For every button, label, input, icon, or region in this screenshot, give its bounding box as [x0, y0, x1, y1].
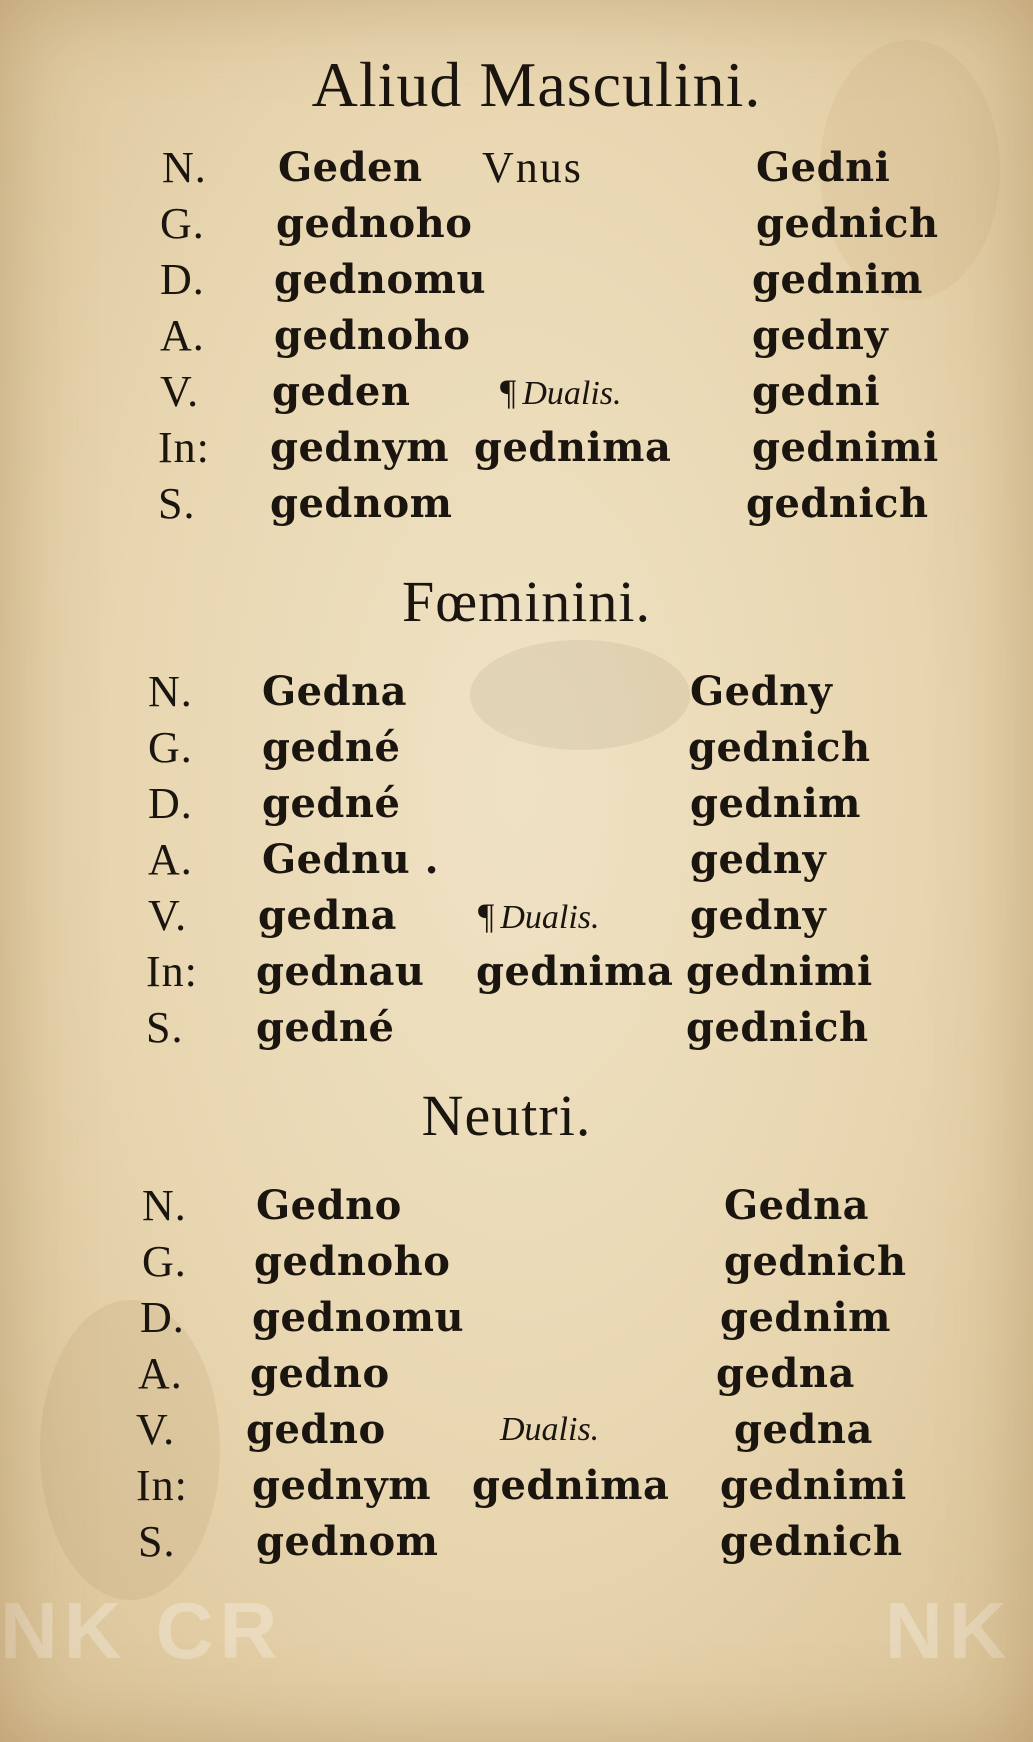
table-row: [0, 308, 1033, 364]
dualis-label: [500, 1402, 599, 1458]
table-row: [0, 1402, 1033, 1458]
singular-form: gednoho: [254, 1238, 451, 1285]
plural-form: gednich: [720, 1518, 903, 1565]
plural-form: gednimi: [752, 424, 939, 471]
case-label: G.: [160, 199, 205, 248]
table-row: [0, 476, 1033, 532]
case-label: D.: [160, 255, 205, 304]
case-label: G.: [142, 1237, 187, 1286]
plural-form: gednich: [756, 200, 939, 247]
dualis-label: [500, 364, 622, 422]
case-label: D.: [148, 779, 193, 828]
plural-form: gednich: [688, 724, 871, 771]
case-label: N.: [148, 667, 193, 716]
table-row: [0, 832, 1033, 888]
case-label: A.: [160, 311, 205, 360]
table-row: [0, 364, 1033, 420]
plural-form: gedny: [752, 312, 889, 359]
dual-form: gednima: [472, 1462, 670, 1509]
heading-neuter: Neutri.: [421, 1083, 592, 1148]
case-label: V.: [148, 891, 188, 940]
case-label: V.: [136, 1405, 176, 1454]
singular-form: gednomu: [252, 1294, 465, 1341]
table-row: [0, 420, 1033, 476]
plural-form: gednich: [746, 480, 929, 527]
table-row: [0, 776, 1033, 832]
table-row: [0, 1234, 1033, 1290]
dual-form: gednima: [476, 948, 674, 995]
singular-form: geden: [272, 368, 411, 415]
plural-form: gednim: [720, 1294, 891, 1341]
case-label: A.: [138, 1349, 183, 1398]
singular-form: gednau: [256, 948, 425, 995]
table-row: [0, 1178, 1033, 1234]
singular-form: gednom: [270, 480, 453, 527]
table-row: [0, 1514, 1033, 1570]
plural-form: Gedny: [690, 668, 833, 715]
singular-form: gednym: [270, 424, 450, 471]
table-row: [0, 1346, 1033, 1402]
case-label: N.: [162, 143, 207, 192]
case-label: In:: [158, 423, 210, 472]
dualis-text: Dualis.: [500, 1411, 600, 1448]
case-label: V.: [160, 367, 200, 416]
case-label: D.: [140, 1293, 185, 1342]
singular-form: gedno: [250, 1350, 390, 1397]
singular-form: gedné: [262, 724, 401, 771]
singular-form: gedné: [262, 780, 401, 827]
pilcrow-icon: ¶: [478, 896, 495, 936]
table-row: [0, 720, 1033, 776]
plural-form: Gedna: [724, 1182, 870, 1229]
table-row: [0, 1000, 1033, 1056]
plural-form: gednich: [686, 1004, 869, 1051]
table-row: [0, 140, 1033, 196]
plural-form: gedny: [690, 892, 827, 939]
plural-form: gednim: [752, 256, 923, 303]
table-row: [0, 944, 1033, 1000]
plural-form: gedny: [690, 836, 827, 883]
table-row: [0, 252, 1033, 308]
singular-form: gednom: [256, 1518, 439, 1565]
singular-form: gednym: [252, 1462, 432, 1509]
heading-feminine: Fœminini.: [401, 569, 652, 634]
case-label: S.: [158, 479, 196, 528]
singular-form: Gedno: [256, 1182, 402, 1229]
table-row: [0, 664, 1033, 720]
singular-form: gednoho: [274, 312, 471, 359]
case-label: N.: [142, 1181, 187, 1230]
pilcrow-icon: ¶: [500, 372, 517, 412]
singular-form: Geden: [278, 144, 423, 191]
dualis-text: Dualis.: [522, 375, 622, 412]
case-label: G.: [148, 723, 193, 772]
library-watermark: NK: [885, 1586, 1013, 1675]
table-row: [0, 1458, 1033, 1514]
table-row: [0, 888, 1033, 944]
dual-form: gednima: [474, 424, 672, 471]
singular-form: gednoho: [276, 200, 473, 247]
singular-form: gedna: [258, 892, 397, 939]
case-label: S.: [138, 1517, 176, 1566]
case-label: A.: [148, 835, 193, 884]
case-label: In:: [136, 1461, 188, 1510]
table-row: [0, 1290, 1033, 1346]
dualis-text: Dualis.: [500, 899, 600, 936]
plural-form: gednimi: [686, 948, 873, 995]
table-row: [0, 196, 1033, 252]
singular-form: Gednu .: [262, 836, 440, 883]
plural-form: gedna: [716, 1350, 855, 1397]
plural-form: gedni: [752, 368, 881, 415]
plural-form: gednich: [724, 1238, 907, 1285]
singular-form: gednomu: [274, 256, 487, 303]
case-label: In:: [146, 947, 198, 996]
plural-form: Gedni: [756, 144, 891, 191]
dualis-label: [478, 888, 600, 946]
library-watermark: NK CR: [0, 1586, 284, 1675]
heading-masculine: Aliud Masculini.: [311, 49, 762, 120]
singular-form: gedno: [246, 1406, 386, 1453]
latin-gloss: Vnus: [482, 143, 583, 192]
plural-form: gednim: [690, 780, 861, 827]
plural-form: gednimi: [720, 1462, 907, 1509]
singular-form: gedné: [256, 1004, 395, 1051]
plural-form: gedna: [734, 1406, 873, 1453]
case-label: S.: [146, 1003, 184, 1052]
singular-form: Gedna: [262, 668, 408, 715]
